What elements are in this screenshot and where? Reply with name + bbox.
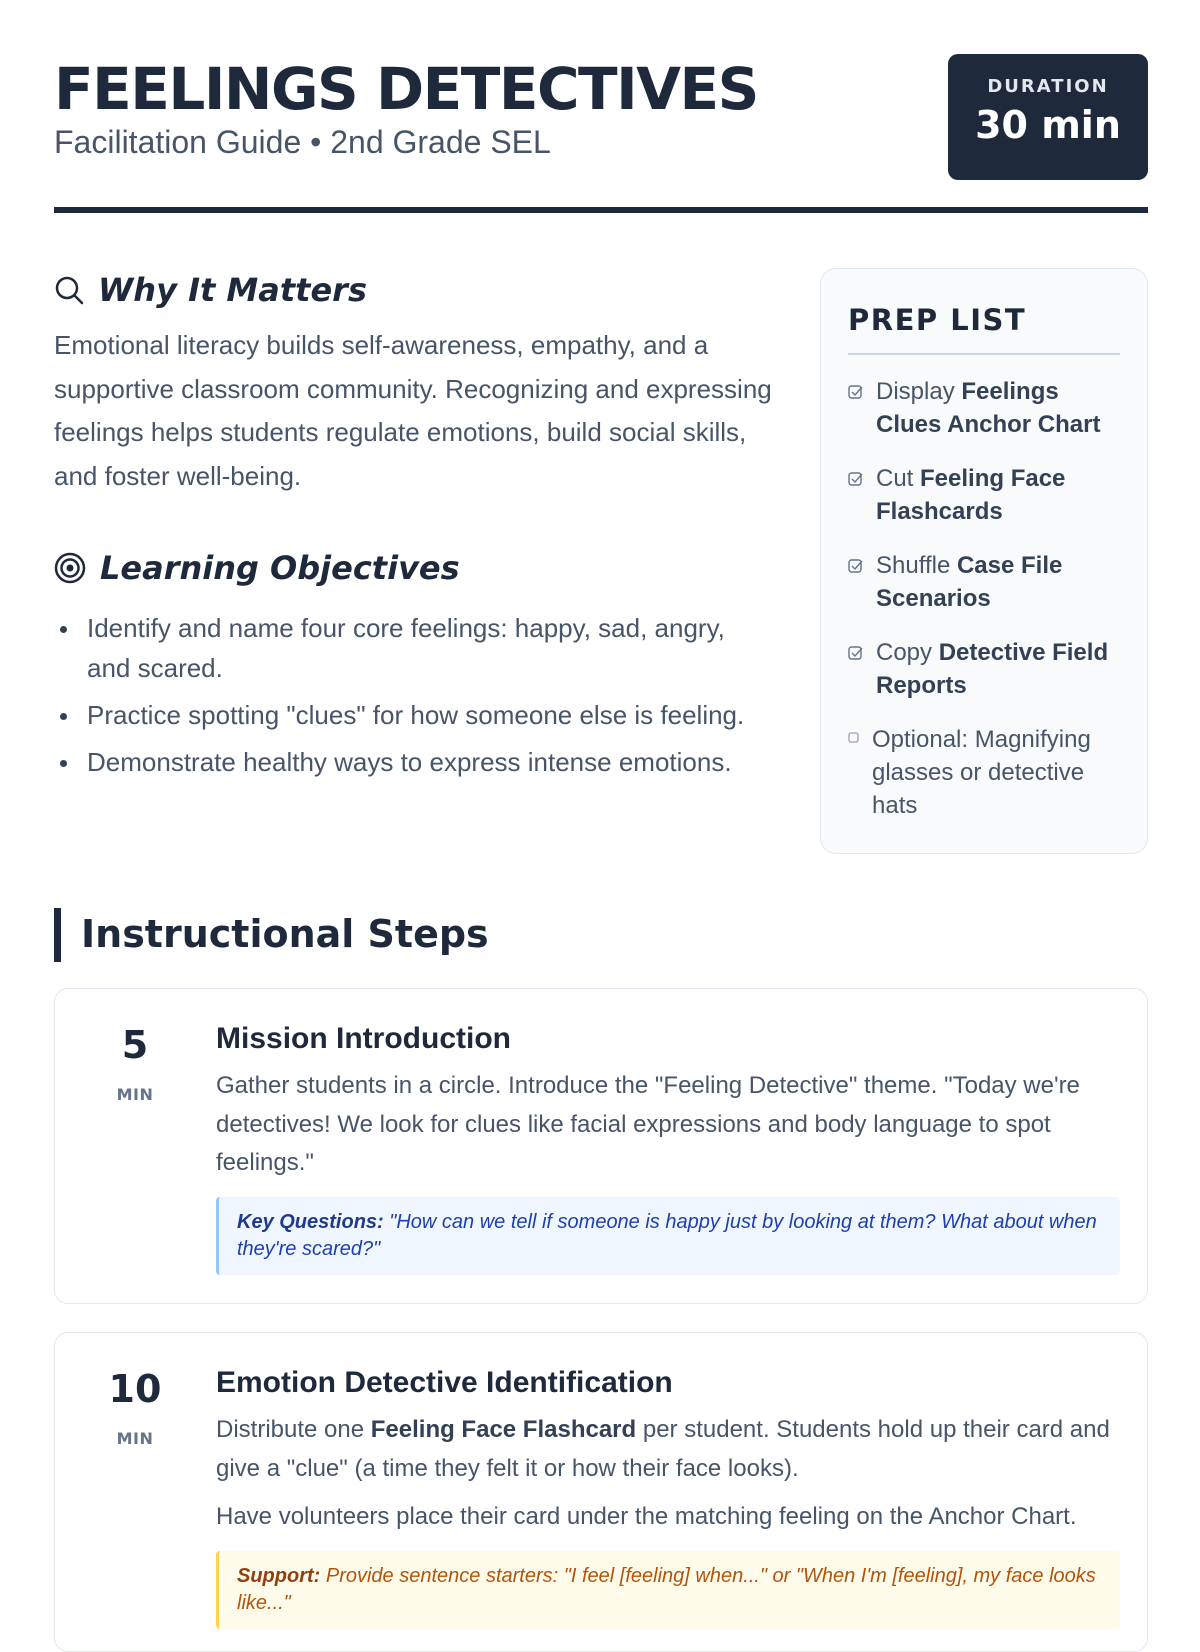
list-item: Identify and name four core feelings: happy, sad, angry, and scared. (54, 608, 774, 688)
step-body (216, 1363, 1120, 1629)
overview-column (54, 268, 774, 789)
step-minutes: 10 (108, 1367, 162, 1411)
objectives-section (54, 546, 774, 782)
prep-list-title: PREP LIST (848, 303, 1120, 355)
step-unit: MIN (116, 1085, 154, 1104)
step-card (54, 1332, 1148, 1652)
why-heading-text: Why It Matters (98, 271, 367, 309)
step-body (216, 1019, 1120, 1275)
list-item: Practice spotting "clues" for how someone else is feeling. (54, 695, 774, 735)
checkbox-empty-icon (848, 732, 860, 744)
checkbox-icon (848, 558, 864, 574)
duration-label: DURATION (987, 76, 1109, 97)
support-note: Support: Provide sentence starters: "I feel [feeling] when..." or "When I'm [feeling], my face looks like..." (216, 1551, 1120, 1629)
why-heading (54, 268, 774, 312)
step-text: Gather students in a circle. Introduce the "Feeling Detective" theme. "Today we're detectives! We look for clues like facial expressions and body language to spot feelings." (216, 1072, 1080, 1176)
step-text: Have volunteers place their card under the matching feeling on the Anchor Chart. (216, 1503, 1077, 1530)
prep-item: Display Feelings Clues Anchor Chart (848, 375, 1120, 441)
prep-list (848, 375, 1120, 822)
search-icon (54, 275, 84, 305)
step-minutes: 5 (121, 1023, 149, 1067)
step-text: Distribute one Feeling Face Flashcard per student. Students hold up their card and give a "clue" (a time they felt it or how their face looks). (216, 1416, 1110, 1482)
page-subtitle: Facilitation Guide • 2nd Grade SEL (54, 124, 551, 160)
step-unit: MIN (116, 1429, 154, 1448)
step-card (54, 988, 1148, 1304)
step-title: Mission Introduction (216, 1022, 511, 1055)
checkbox-icon (848, 471, 864, 487)
why-text: Emotional literacy builds self-awareness, empathy, and a supportive classroom community. Recognizing and expressing feelings helps students regulate emotions, build social skills, and foster well-being. (54, 330, 772, 491)
step-title: Emotion Detective Identification (216, 1366, 673, 1399)
page-title: FEELINGS DETECTIVES (54, 55, 758, 123)
prep-item: Cut Feeling Face Flashcards (848, 462, 1120, 528)
objectives-list (54, 608, 774, 782)
page-header (54, 54, 1148, 214)
duration-value: 30 min (975, 103, 1121, 147)
checkbox-icon (848, 384, 864, 400)
prep-list-panel (820, 268, 1148, 854)
prep-item: Copy Detective Field Reports (848, 636, 1120, 702)
target-icon (54, 552, 86, 584)
duration-badge (948, 54, 1148, 180)
list-item: Demonstrate healthy ways to express intense emotions. (54, 742, 774, 782)
steps-heading: Instructional Steps (54, 908, 489, 962)
objectives-heading-text: Learning Objectives (100, 549, 460, 587)
key-questions-note: Key Questions: "How can we tell if someone is happy just by looking at them? What about when they're scared?" (216, 1197, 1120, 1275)
objectives-heading (54, 546, 774, 590)
prep-item: Shuffle Case File Scenarios (848, 549, 1120, 615)
prep-item: Optional: Magnifying glasses or detective hats (848, 723, 1120, 822)
header-divider (54, 207, 1148, 213)
checkbox-icon (848, 645, 864, 661)
